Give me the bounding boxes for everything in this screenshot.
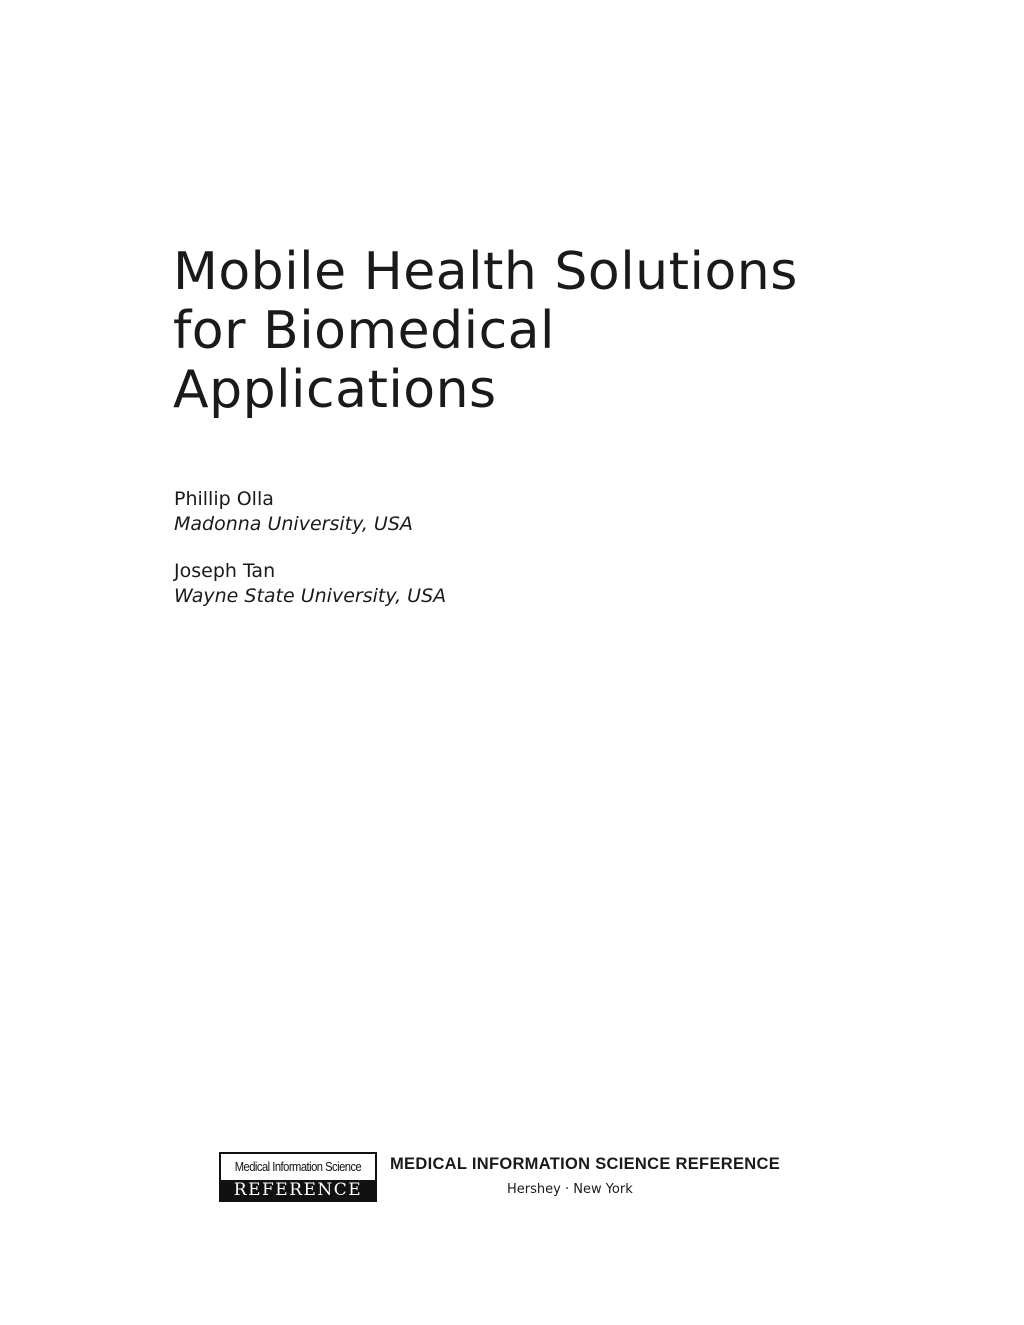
author-block xyxy=(174,559,774,609)
publisher-location: Hershey · New York xyxy=(507,1182,633,1197)
publisher-name: MEDICAL INFORMATION SCIENCE REFERENCE xyxy=(390,1155,781,1173)
book-title xyxy=(173,243,893,420)
author-affiliation: Wayne State University, USA xyxy=(174,585,447,607)
title-line-3: Applications xyxy=(173,360,497,420)
publisher-logo xyxy=(219,1152,377,1202)
publisher-logo-bottom-text: REFERENCE xyxy=(221,1180,375,1200)
author-block xyxy=(174,487,774,537)
title-line-1: Mobile Health Solutions xyxy=(173,242,798,302)
author-name: Joseph Tan xyxy=(174,560,276,582)
publisher-logo-top-text: Medical Information Science xyxy=(234,1159,362,1174)
title-line-2: for Biomedical xyxy=(173,301,555,361)
author-name: Phillip Olla xyxy=(174,488,274,510)
author-affiliation: Madonna University, USA xyxy=(174,513,413,535)
